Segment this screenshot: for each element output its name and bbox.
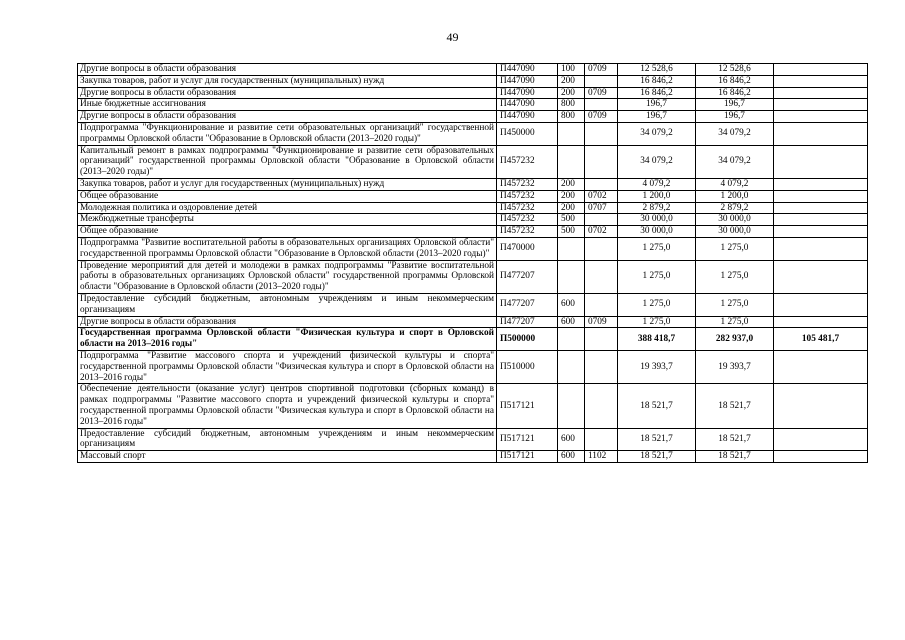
row-section-cell: 0702 xyxy=(585,190,618,202)
row-expense-type-cell xyxy=(558,122,585,145)
row-sum-2-cell: 1 275,0 xyxy=(696,237,774,260)
row-sum-2-cell: 34 079,2 xyxy=(696,145,774,178)
row-name-cell: Предоставление субсидий бюджетным, автономным учреждениям и иным некоммерческим организациям xyxy=(78,428,497,451)
row-sum-3-cell xyxy=(774,428,868,451)
row-expense-type-cell xyxy=(558,350,585,383)
table-row xyxy=(78,190,868,202)
row-section-cell xyxy=(585,145,618,178)
row-name-cell: Капитальный ремонт в рамках подпрограммы "Функционирование и развитие сети образовательных организаций" государственной программы Орловской области "Образование в Орловской области (2013–2020 годы)" xyxy=(78,145,497,178)
row-sum-total-cell: 196,7 xyxy=(618,111,696,123)
table-row xyxy=(78,328,868,351)
row-name-cell: Другие вопросы в области образования xyxy=(78,316,497,328)
table-row xyxy=(78,122,868,145)
row-name-cell: Иные бюджетные ассигнования xyxy=(78,99,497,111)
row-sum-3-cell xyxy=(774,316,868,328)
row-sum-2-cell: 1 275,0 xyxy=(696,260,774,293)
row-code-cell: П517121 xyxy=(497,384,558,428)
row-code-cell: П447090 xyxy=(497,99,558,111)
row-code-cell: П510000 xyxy=(497,350,558,383)
row-expense-type-cell xyxy=(558,237,585,260)
row-sum-total-cell: 19 393,7 xyxy=(618,350,696,383)
row-code-cell: П470000 xyxy=(497,237,558,260)
row-sum-total-cell: 2 879,2 xyxy=(618,202,696,214)
table-row xyxy=(78,111,868,123)
row-name-cell: Межбюджетные трансферты xyxy=(78,214,497,226)
row-expense-type-cell: 600 xyxy=(558,451,585,463)
row-sum-2-cell: 19 393,7 xyxy=(696,350,774,383)
row-sum-3-cell xyxy=(774,99,868,111)
row-section-cell: 0709 xyxy=(585,87,618,99)
row-sum-total-cell: 16 846,2 xyxy=(618,87,696,99)
row-sum-total-cell: 34 079,2 xyxy=(618,145,696,178)
row-section-cell xyxy=(585,384,618,428)
row-code-cell: П457232 xyxy=(497,178,558,190)
row-name-cell: Государственная программа Орловской области "Физическая культура и спорт в Орловской области на 2013–2016 годы" xyxy=(78,328,497,351)
row-expense-type-cell: 100 xyxy=(558,64,585,76)
row-name-cell: Подпрограмма "Развитие воспитательной работы в образовательных организациях Орловской области" государственной программы Орловской области "Образование в Орловской области (2013–2020 годы)" xyxy=(78,237,497,260)
row-code-cell: П457232 xyxy=(497,202,558,214)
table-row xyxy=(78,237,868,260)
row-section-cell xyxy=(585,178,618,190)
row-code-cell: П450000 xyxy=(497,122,558,145)
row-name-cell: Подпрограмма "Функционирование и развитие сети образовательных организаций" государственной программы Орловской области "Образование в Орловской области (2013–2020 годы)" xyxy=(78,122,497,145)
row-sum-3-cell xyxy=(774,260,868,293)
row-sum-2-cell: 30 000,0 xyxy=(696,214,774,226)
row-name-cell: Предоставление субсидий бюджетным, автономным учреждениям и иным некоммерческим организациям xyxy=(78,293,497,316)
row-sum-3-cell xyxy=(774,111,868,123)
row-sum-total-cell: 196,7 xyxy=(618,99,696,111)
row-sum-3-cell xyxy=(774,293,868,316)
row-sum-total-cell: 1 275,0 xyxy=(618,316,696,328)
row-expense-type-cell: 200 xyxy=(558,178,585,190)
row-name-cell: Закупка товаров, работ и услуг для государственных (муниципальных) нужд xyxy=(78,75,497,87)
table-row xyxy=(78,451,868,463)
table-row xyxy=(78,145,868,178)
row-name-cell: Другие вопросы в области образования xyxy=(78,87,497,99)
row-sum-3-cell xyxy=(774,122,868,145)
table-body xyxy=(78,64,868,463)
row-sum-2-cell: 12 528,6 xyxy=(696,64,774,76)
row-expense-type-cell: 200 xyxy=(558,87,585,99)
row-name-cell: Молодежная политика и оздоровление детей xyxy=(78,202,497,214)
row-code-cell: П457232 xyxy=(497,214,558,226)
row-sum-3-cell xyxy=(774,190,868,202)
row-section-cell: 0702 xyxy=(585,226,618,238)
row-expense-type-cell: 200 xyxy=(558,190,585,202)
row-sum-2-cell: 196,7 xyxy=(696,111,774,123)
table-row xyxy=(78,99,868,111)
row-code-cell: П500000 xyxy=(497,328,558,351)
budget-table xyxy=(77,63,868,463)
row-sum-3-cell xyxy=(774,226,868,238)
row-name-cell: Другие вопросы в области образования xyxy=(78,111,497,123)
table-row xyxy=(78,202,868,214)
row-expense-type-cell: 600 xyxy=(558,428,585,451)
row-section-cell: 1102 xyxy=(585,451,618,463)
row-expense-type-cell: 600 xyxy=(558,316,585,328)
row-sum-total-cell: 4 079,2 xyxy=(618,178,696,190)
table-row xyxy=(78,260,868,293)
row-sum-2-cell: 16 846,2 xyxy=(696,87,774,99)
table-row xyxy=(78,293,868,316)
row-section-cell: 0709 xyxy=(585,64,618,76)
row-sum-2-cell: 4 079,2 xyxy=(696,178,774,190)
table-row xyxy=(78,384,868,428)
table-row xyxy=(78,87,868,99)
table-row xyxy=(78,75,868,87)
row-sum-2-cell: 196,7 xyxy=(696,99,774,111)
row-sum-total-cell: 1 200,0 xyxy=(618,190,696,202)
row-sum-total-cell: 18 521,7 xyxy=(618,428,696,451)
row-expense-type-cell: 200 xyxy=(558,202,585,214)
row-expense-type-cell xyxy=(558,260,585,293)
row-sum-3-cell: 105 481,7 xyxy=(774,328,868,351)
row-expense-type-cell: 200 xyxy=(558,75,585,87)
row-expense-type-cell xyxy=(558,328,585,351)
row-section-cell xyxy=(585,122,618,145)
row-code-cell: П457232 xyxy=(497,145,558,178)
table-row xyxy=(78,226,868,238)
table-row xyxy=(78,64,868,76)
row-name-cell: Закупка товаров, работ и услуг для государственных (муниципальных) нужд xyxy=(78,178,497,190)
row-sum-total-cell: 34 079,2 xyxy=(618,122,696,145)
row-sum-3-cell xyxy=(774,451,868,463)
row-name-cell: Массовый спорт xyxy=(78,451,497,463)
row-sum-total-cell: 12 528,6 xyxy=(618,64,696,76)
row-sum-2-cell: 18 521,7 xyxy=(696,428,774,451)
row-expense-type-cell: 800 xyxy=(558,99,585,111)
row-code-cell: П517121 xyxy=(497,428,558,451)
row-sum-3-cell xyxy=(774,202,868,214)
row-sum-2-cell: 1 275,0 xyxy=(696,293,774,316)
row-sum-3-cell xyxy=(774,384,868,428)
row-sum-3-cell xyxy=(774,178,868,190)
row-sum-3-cell xyxy=(774,75,868,87)
row-expense-type-cell: 500 xyxy=(558,226,585,238)
row-sum-2-cell: 1 275,0 xyxy=(696,316,774,328)
row-name-cell: Обеспечение деятельности (оказание услуг) центров спортивной подготовки (сборных команд) в рамках подпрограммы "Развитие массового спорта и учреждений физической культуры и спорта" государственной программы Орловской области "Физическая культура и спорт в Орловской области на 2013–2016 годы" xyxy=(78,384,497,428)
row-expense-type-cell xyxy=(558,384,585,428)
table-row xyxy=(78,428,868,451)
row-code-cell: П457232 xyxy=(497,190,558,202)
table-row xyxy=(78,178,868,190)
row-section-cell xyxy=(585,99,618,111)
row-expense-type-cell: 500 xyxy=(558,214,585,226)
row-expense-type-cell xyxy=(558,145,585,178)
row-sum-total-cell: 30 000,0 xyxy=(618,214,696,226)
row-code-cell: П517121 xyxy=(497,451,558,463)
row-sum-2-cell: 2 879,2 xyxy=(696,202,774,214)
row-code-cell: П457232 xyxy=(497,226,558,238)
table-row xyxy=(78,350,868,383)
row-code-cell: П477207 xyxy=(497,260,558,293)
row-name-cell: Проведение мероприятий для детей и молодежи в рамках подпрограммы "Развитие воспитательной работы в образовательных организациях Орловской области" государственной программы Орловской области "Образование в Орловской области (2013–2020 годы)" xyxy=(78,260,497,293)
row-section-cell xyxy=(585,428,618,451)
row-section-cell xyxy=(585,260,618,293)
row-code-cell: П447090 xyxy=(497,111,558,123)
row-code-cell: П447090 xyxy=(497,75,558,87)
row-code-cell: П477207 xyxy=(497,293,558,316)
table-row xyxy=(78,316,868,328)
row-sum-2-cell: 282 937,0 xyxy=(696,328,774,351)
row-sum-2-cell: 34 079,2 xyxy=(696,122,774,145)
row-code-cell: П477207 xyxy=(497,316,558,328)
row-sum-3-cell xyxy=(774,214,868,226)
row-sum-total-cell: 1 275,0 xyxy=(618,260,696,293)
row-section-cell xyxy=(585,328,618,351)
row-sum-total-cell: 18 521,7 xyxy=(618,451,696,463)
row-sum-2-cell: 16 846,2 xyxy=(696,75,774,87)
table-row xyxy=(78,214,868,226)
row-expense-type-cell: 600 xyxy=(558,293,585,316)
row-sum-2-cell: 1 200,0 xyxy=(696,190,774,202)
row-sum-2-cell: 18 521,7 xyxy=(696,451,774,463)
row-sum-3-cell xyxy=(774,145,868,178)
row-code-cell: П447090 xyxy=(497,64,558,76)
row-name-cell: Подпрограмма "Развитие массового спорта и учреждений физической культуры и спорта" государственной программы Орловской области "Физическая культура и спорт в Орловской области на 2013–2016 годы" xyxy=(78,350,497,383)
row-sum-2-cell: 18 521,7 xyxy=(696,384,774,428)
row-sum-total-cell: 388 418,7 xyxy=(618,328,696,351)
row-section-cell xyxy=(585,293,618,316)
row-sum-3-cell xyxy=(774,87,868,99)
row-section-cell: 0709 xyxy=(585,316,618,328)
row-section-cell xyxy=(585,237,618,260)
row-sum-total-cell: 1 275,0 xyxy=(618,293,696,316)
row-expense-type-cell: 800 xyxy=(558,111,585,123)
row-sum-total-cell: 16 846,2 xyxy=(618,75,696,87)
row-code-cell: П447090 xyxy=(497,87,558,99)
row-section-cell xyxy=(585,75,618,87)
row-section-cell xyxy=(585,214,618,226)
row-sum-total-cell: 1 275,0 xyxy=(618,237,696,260)
row-section-cell: 0709 xyxy=(585,111,618,123)
row-name-cell: Другие вопросы в области образования xyxy=(78,64,497,76)
page-number: 49 xyxy=(446,30,459,44)
row-sum-3-cell xyxy=(774,64,868,76)
row-sum-total-cell: 18 521,7 xyxy=(618,384,696,428)
row-name-cell: Общее образование xyxy=(78,190,497,202)
row-sum-total-cell: 30 000,0 xyxy=(618,226,696,238)
row-section-cell: 0707 xyxy=(585,202,618,214)
row-name-cell: Общее образование xyxy=(78,226,497,238)
row-sum-3-cell xyxy=(774,237,868,260)
row-section-cell xyxy=(585,350,618,383)
row-sum-2-cell: 30 000,0 xyxy=(696,226,774,238)
row-sum-3-cell xyxy=(774,350,868,383)
